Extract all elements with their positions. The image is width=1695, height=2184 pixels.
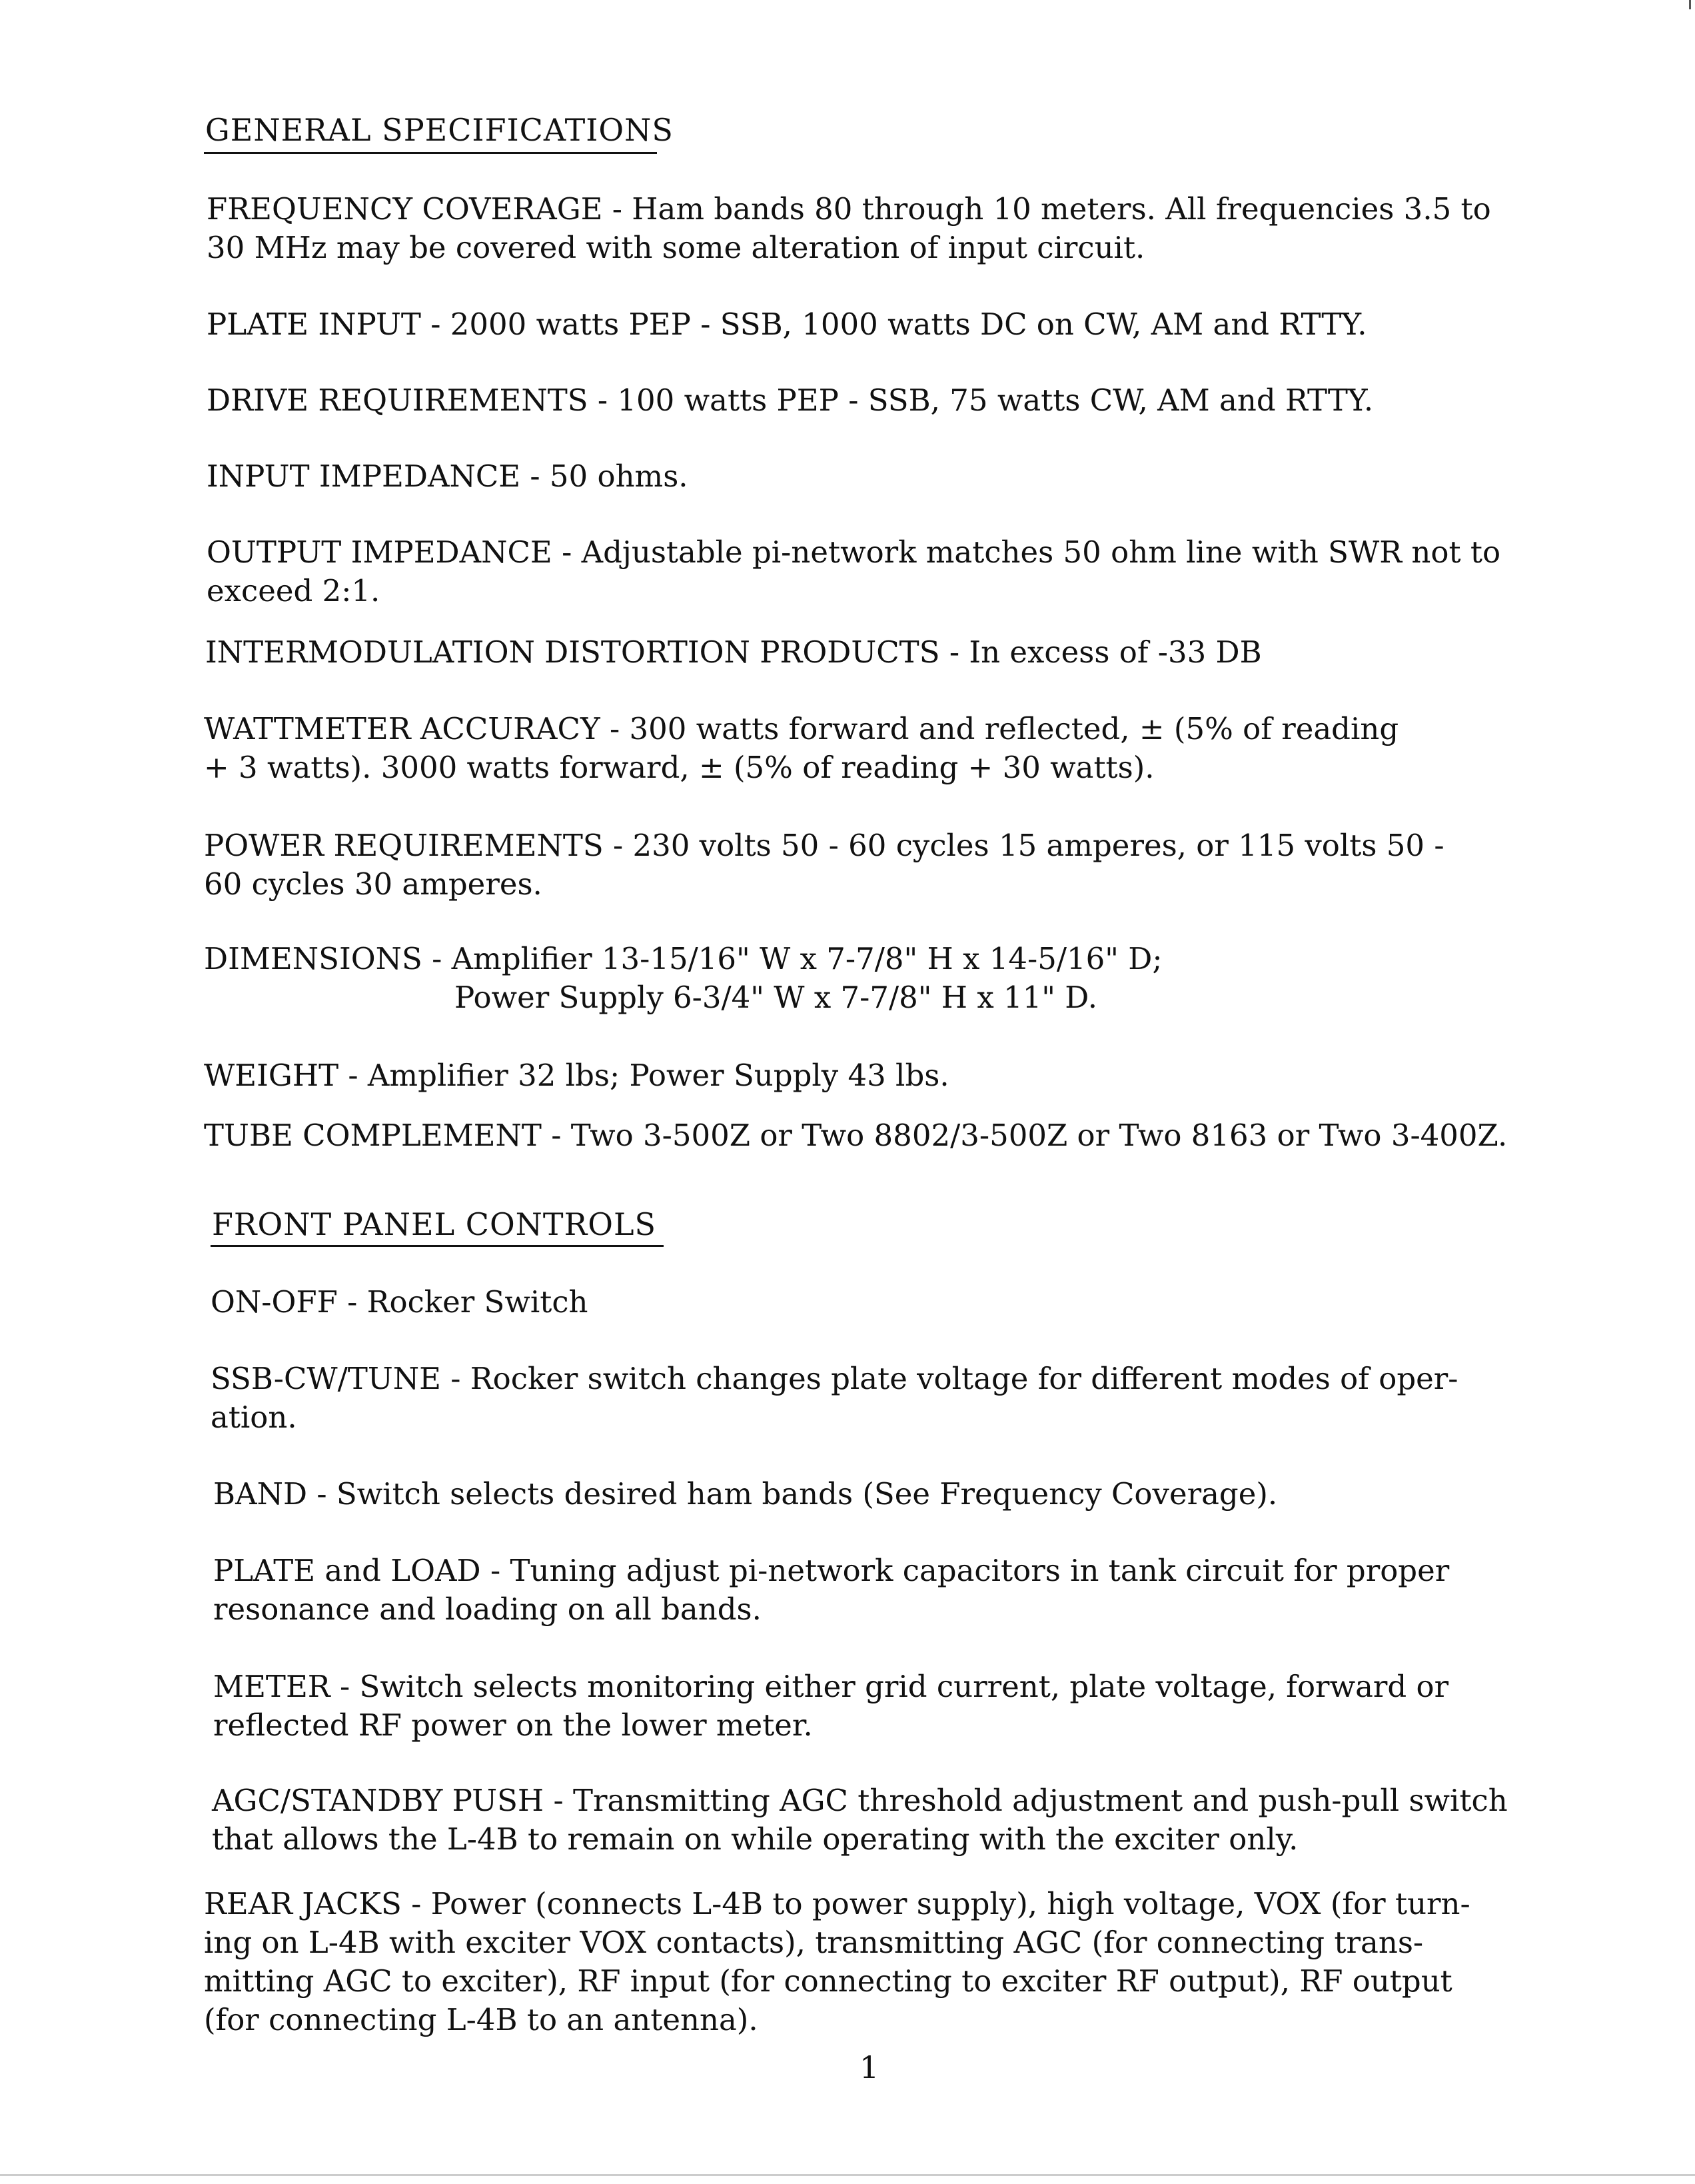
scan-edge-mark	[1689, 0, 1691, 9]
meter-line-2: reflected RF power on the lower meter.	[213, 1707, 813, 1743]
weight-spec: WEIGHT - Amplifier 32 lbs; Power Supply 43 lbs.	[204, 1058, 949, 1093]
rear-jacks-line-4: (for connecting L-4B to an antenna).	[204, 2002, 758, 2037]
plate-and-load-control	[213, 1552, 1449, 1629]
rear-jacks-line-1: REAR JACKS - Power (connects L-4B to power supply), high voltage, VOX (for turn-	[204, 1886, 1470, 1921]
agc-line-2: that allows the L-4B to remain on while operating with the exciter only.	[212, 1821, 1299, 1857]
meter-line-1: METER - Switch selects monitoring either grid current, plate voltage, forward or	[213, 1669, 1449, 1704]
output-impedance-line-2: exceed 2:1.	[207, 573, 380, 608]
meter-control	[213, 1667, 1448, 1745]
page-number: 1	[859, 2049, 879, 2085]
general-specifications-heading: GENERAL SPECIFICATIONS	[205, 112, 674, 148]
plate-load-line-2: resonance and loading on all bands.	[213, 1592, 762, 1627]
power-line-1: POWER REQUIREMENTS - 230 volts 50 - 60 cycles 15 amperes, or 115 volts 50 -	[204, 828, 1444, 863]
wattmeter-accuracy-spec	[204, 710, 1399, 787]
front-panel-heading-underline	[211, 1245, 664, 1247]
frequency-line-1: FREQUENCY COVERAGE - Ham bands 80 through 10 meters. All frequencies 3.5 to	[207, 191, 1491, 227]
plate-input-spec: PLATE INPUT - 2000 watts PEP - SSB, 1000 watts DC on CW, AM and RTTY.	[207, 307, 1367, 342]
rear-jacks-line-3: mitting AGC to exciter), RF input (for connecting to exciter RF output), RF output	[204, 1963, 1452, 1999]
plate-load-line-1: PLATE and LOAD - Tuning adjust pi-network capacitors in tank circuit for proper	[213, 1553, 1450, 1588]
scan-bottom-edge	[0, 2174, 1695, 2176]
output-impedance-spec	[207, 533, 1500, 610]
agc-standby-control	[212, 1781, 1508, 1859]
general-heading-underline	[204, 152, 657, 154]
dimensions-spec-line-2: Power Supply 6-3/4" W x 7-7/8" H x 11" D.	[454, 980, 1098, 1015]
rear-jacks-description	[204, 1885, 1470, 2039]
power-requirements-spec	[204, 826, 1444, 904]
on-off-control: ON-OFF - Rocker Switch	[211, 1284, 588, 1320]
input-impedance-spec: INPUT IMPEDANCE - 50 ohms.	[207, 459, 688, 494]
ssb-cw-tune-control	[211, 1360, 1458, 1437]
dimensions-spec-line-1: DIMENSIONS - Amplifier 13-15/16" W x 7-7/8" H x 14-5/16" D;	[204, 941, 1163, 976]
ssb-cw-line-1: SSB-CW/TUNE - Rocker switch changes plate voltage for different modes of oper-	[211, 1361, 1458, 1396]
front-panel-controls-heading: FRONT PANEL CONTROLS	[212, 1206, 657, 1242]
drive-requirements-spec: DRIVE REQUIREMENTS - 100 watts PEP - SSB, 75 watts CW, AM and RTTY.	[207, 383, 1374, 418]
power-line-2: 60 cycles 30 amperes.	[204, 866, 542, 902]
output-impedance-line-1: OUTPUT IMPEDANCE - Adjustable pi-network matches 50 ohm line with SWR not to	[207, 535, 1501, 570]
intermodulation-spec: INTERMODULATION DISTORTION PRODUCTS - In excess of -33 DB	[205, 634, 1262, 670]
tube-complement-spec: TUBE COMPLEMENT - Two 3-500Z or Two 8802/3-500Z or Two 8163 or Two 3-400Z.	[204, 1118, 1508, 1153]
frequency-line-2: 30 MHz may be covered with some alteration of input circuit.	[207, 230, 1145, 265]
frequency-coverage-spec	[207, 190, 1491, 267]
agc-line-1: AGC/STANDBY PUSH - Transmitting AGC threshold adjustment and push-pull switch	[212, 1783, 1508, 1818]
band-control: BAND - Switch selects desired ham bands (See Frequency Coverage).	[213, 1476, 1278, 1512]
wattmeter-line-2: + 3 watts). 3000 watts forward, ± (5% of reading + 30 watts).	[204, 750, 1155, 785]
rear-jacks-line-2: ing on L-4B with exciter VOX contacts), transmitting AGC (for connecting trans-	[204, 1925, 1424, 1960]
ssb-cw-line-2: ation.	[211, 1400, 297, 1435]
wattmeter-line-1: WATTMETER ACCURACY - 300 watts forward and reflected, ± (5% of reading	[204, 711, 1399, 746]
